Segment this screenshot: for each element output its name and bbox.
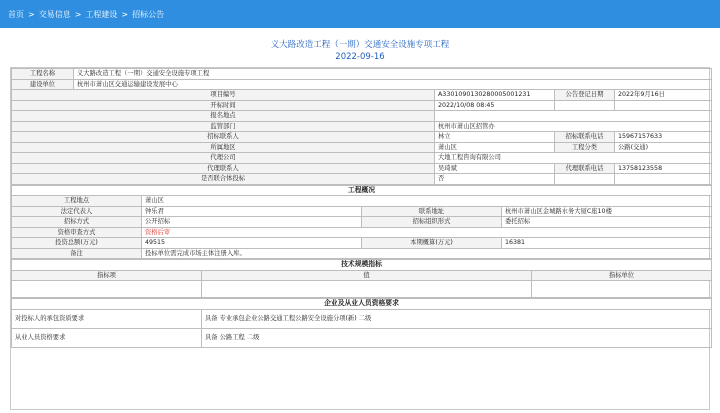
- tech-col-item: 指标项: [12, 270, 202, 281]
- org-form-value: 委托招标: [502, 217, 712, 228]
- breadcrumb-separator: >: [74, 9, 82, 19]
- req2-value: 具备 公路工程 二级: [202, 328, 712, 347]
- category-value: 公路(交通): [615, 142, 712, 153]
- location-label: 工程地点: [12, 196, 142, 207]
- qualification-table: [11, 298, 712, 348]
- req2-label: 从业人员资格要求: [12, 328, 202, 347]
- invest-label: 投资总额(万元): [12, 238, 142, 249]
- open-time-label: 开标时间: [12, 100, 435, 111]
- pub-date-label: 公告登记日期: [555, 90, 615, 101]
- breadcrumb-trade-info[interactable]: 交易信息: [38, 9, 71, 19]
- note-value: 投标单位需完成市场主体注册入库。: [142, 248, 712, 259]
- project-name-label: 工程名称: [12, 69, 74, 80]
- tech-heading: 技术规模指标: [12, 260, 712, 271]
- review-label: 资格审查方式: [12, 227, 142, 238]
- note-label: 备注: [12, 248, 142, 259]
- project-info-table: [11, 68, 712, 185]
- org-form-label: 招标组织形式: [362, 217, 502, 228]
- site-value: [435, 111, 712, 122]
- breadcrumb-bar: [0, 0, 720, 28]
- method-label: 招标方式: [12, 217, 142, 228]
- page-title: 义大路改造工程（一期）交通安全设施专项工程: [270, 40, 450, 50]
- breadcrumb-separator: >: [121, 9, 129, 19]
- req1-value: 具备 专业承包企业公路交通工程公路安全设施分项(新) 二级: [202, 309, 712, 328]
- address-value: 杭州市萧山区金城路水务大厦C座10楼: [502, 206, 712, 217]
- agent-contact-label: 代理联系人: [12, 163, 435, 174]
- overview-table: [11, 185, 712, 260]
- empty-cell: [615, 174, 712, 185]
- agent-phone-label: 代理联系电话: [555, 163, 615, 174]
- page-date: 2022-09-16: [335, 52, 385, 62]
- joint-value: 否: [435, 174, 555, 185]
- req1-label: 对投标人的承包资质要求: [12, 309, 202, 328]
- category-label: 工程分类: [555, 142, 615, 153]
- breadcrumb-bid-notice[interactable]: 招标公告: [132, 9, 165, 19]
- owner-value: 杭州市萧山区交通运输建设发展中心: [74, 79, 712, 90]
- project-name-value: 义大路改造工程（一期）交通安全设施专项工程: [74, 69, 712, 80]
- location-value: 萧山区: [142, 196, 712, 207]
- empty-cell: [555, 100, 615, 111]
- tech-table: [11, 259, 712, 298]
- notice-content: [10, 67, 710, 410]
- contact-phone-label: 招标联系电话: [555, 132, 615, 143]
- agent-value: 大地工程咨询有限公司: [435, 153, 712, 164]
- pub-date-value: 2022年9月16日: [615, 90, 712, 101]
- rep-value: 钟乐君: [142, 206, 362, 217]
- contact-value: 林立: [435, 132, 555, 143]
- empty-cell: [555, 174, 615, 185]
- address-label: 联系地址: [362, 206, 502, 217]
- review-value: 资格后审: [142, 227, 712, 238]
- overview-heading: 工程概况: [12, 185, 712, 196]
- qual-heading: 企业及从业人员资格要求: [12, 299, 712, 310]
- breadcrumb-construction[interactable]: 工程建设: [85, 9, 118, 19]
- invest-value: 49515: [142, 238, 362, 249]
- agent-phone-value: 13758123558: [615, 163, 712, 174]
- site-label: 报名地点: [12, 111, 435, 122]
- owner-label: 建设单位: [12, 79, 74, 90]
- rep-label: 法定代表人: [12, 206, 142, 217]
- tech-col-value: 值: [202, 270, 532, 281]
- empty-cell: [202, 281, 532, 298]
- project-code-label: 项目编号: [12, 90, 435, 101]
- supervisor-label: 监管部门: [12, 121, 435, 132]
- empty-cell: [532, 281, 712, 298]
- empty-cell: [615, 100, 712, 111]
- method-value: 公开招标: [142, 217, 362, 228]
- joint-label: 是否联合体投标: [12, 174, 435, 185]
- supervisor-value: 杭州市萧山区招管办: [435, 121, 712, 132]
- empty-cell: [12, 281, 202, 298]
- project-code-value: A3301090130280005001231: [435, 90, 555, 101]
- budget-value: 16381: [502, 238, 712, 249]
- agent-label: 代理公司: [12, 153, 435, 164]
- contact-phone-value: 15967157633: [615, 132, 712, 143]
- breadcrumb-home[interactable]: 首页: [8, 9, 24, 19]
- tech-col-unit: 指标单位: [532, 270, 712, 281]
- open-time-value: 2022/10/08 08:45: [435, 100, 555, 111]
- contact-label: 招标联系人: [12, 132, 435, 143]
- agent-contact-value: 吴琦斌: [435, 163, 555, 174]
- region-value: 萧山区: [435, 142, 555, 153]
- budget-label: 本期概算(万元): [362, 238, 502, 249]
- region-label: 所属地区: [12, 142, 435, 153]
- breadcrumb-separator: >: [28, 9, 35, 19]
